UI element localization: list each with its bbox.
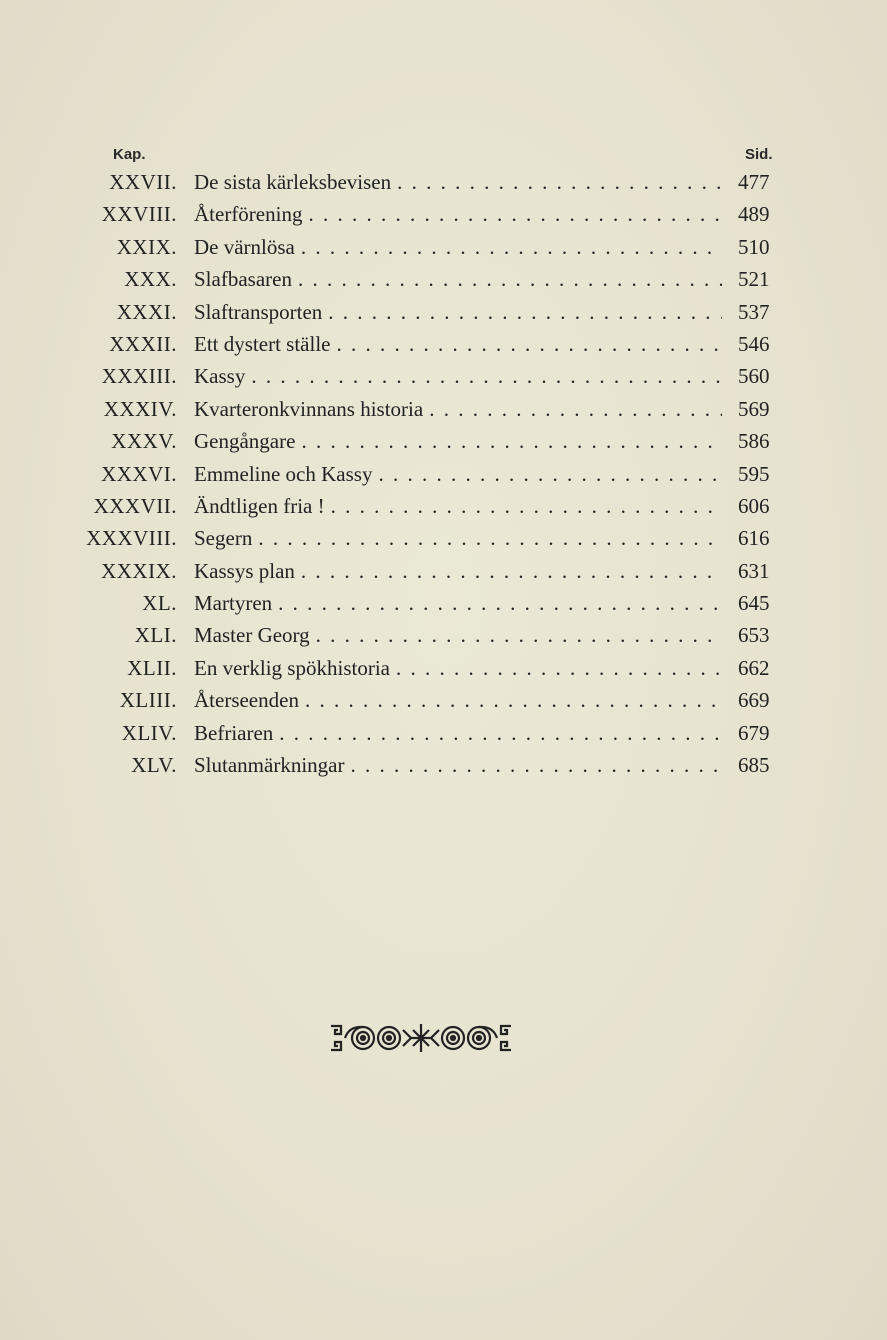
toc-entry [0,587,887,619]
chapter-number: XLV. [131,753,177,778]
chapter-number: XLII. [127,655,177,680]
page-number: 631 [738,558,770,583]
chapter-title-leader [194,490,722,522]
page-number: 477 [738,170,770,194]
table-of-contents [0,166,887,781]
chapter-column-header: Kap. [113,146,146,163]
chapter-title-leader [194,587,722,619]
chapter-title: Ändtligen fria ! [194,493,325,518]
toc-entry [0,360,887,392]
chapter-number: XL. [142,591,177,616]
toc-entry [0,522,887,554]
toc-entry [0,393,887,425]
toc-entry [0,749,887,781]
page-number: 489 [738,202,770,227]
chapter-title-leader [194,166,722,198]
chapter-number: XLIV. [121,720,177,745]
page-number: 679 [738,720,770,745]
chapter-title-leader [194,458,722,490]
chapter-title-leader [194,652,722,684]
chapter-number: XXXII. [109,331,177,356]
toc-entry [0,166,887,198]
chapter-title: En verklig spökhistoria [194,655,390,680]
page-number: 669 [738,688,770,713]
chapter-title-leader [194,393,722,425]
chapter-title-leader [194,749,722,781]
chapter-title: De sista kärleksbevisen [194,170,392,194]
chapter-title: Återseenden [194,688,299,713]
toc-entry [0,296,887,328]
chapter-number: XXXVI. [101,461,177,486]
toc-entry [0,684,887,716]
chapter-title-leader [194,684,722,716]
chapter-title: Slafbasaren [194,267,292,292]
toc-entry [0,717,887,749]
chapter-number: XXXVII. [93,493,177,518]
page-number: 645 [738,591,770,616]
chapter-title: Befriaren [194,720,274,745]
chapter-title: Martyren [194,591,273,616]
chapter-number: XXXIV. [103,396,177,421]
chapter-title: Kvarteronkvinnans historia [194,396,424,421]
chapter-number: XXXIX. [101,558,177,583]
chapter-number: XXVII. [109,170,177,194]
chapter-number: XLI. [134,623,177,648]
chapter-number: XXX. [124,267,177,292]
chapter-title: Gengångare [194,429,296,454]
page-number: 606 [738,493,770,518]
toc-entry [0,458,887,490]
toc-entry [0,425,887,457]
page-number: 586 [738,429,770,454]
page-number: 595 [738,461,770,486]
page-number: 685 [738,753,770,778]
chapter-title-leader [194,198,722,230]
toc-entry [0,198,887,230]
chapter-title: Slutanmärkningar [194,753,345,778]
chapter-title-leader [194,717,722,749]
chapter-title-leader [194,263,722,295]
page-number: 510 [738,234,770,259]
page-number: 653 [738,623,770,648]
page-number: 616 [738,526,770,551]
toc-entry [0,328,887,360]
chapter-number: XXXVIII. [86,526,177,551]
toc-entry [0,490,887,522]
chapter-title: De värnlösa [194,234,295,259]
scroll-ornament-icon [327,1020,515,1056]
chapter-number: XXXV. [111,429,177,454]
page-number: 560 [738,364,770,389]
chapter-number: XXXI. [116,299,177,324]
chapter-title-leader [194,522,722,554]
chapter-number: XXXIII. [101,364,177,389]
toc-entry [0,652,887,684]
page-column-header: Sid. [745,146,773,163]
page-number: 546 [738,331,770,356]
chapter-title-leader [194,328,722,360]
chapter-title-leader [194,231,722,263]
chapter-title-leader [194,619,722,651]
page-number: 569 [738,396,770,421]
chapter-title: Slaftransporten [194,299,323,324]
toc-entry [0,231,887,263]
chapter-title: Segern [194,526,253,551]
page-number: 662 [738,655,770,680]
chapter-title-leader [194,555,722,587]
page-number: 521 [738,267,770,292]
toc-entry [0,619,887,651]
toc-entry [0,263,887,295]
page-number: 537 [738,299,770,324]
chapter-title-leader [194,360,722,392]
chapter-number: XXVIII. [101,202,177,227]
chapter-title: Emmeline och Kassy [194,461,373,486]
chapter-title: Återförening [194,202,303,227]
chapter-title: Kassys plan [194,558,295,583]
chapter-title: Kassy [194,364,246,389]
chapter-number: XLIII. [119,688,177,713]
chapter-title: Master Georg [194,623,310,648]
chapter-title-leader [194,296,722,328]
toc-entry [0,555,887,587]
chapter-number: XXIX. [116,234,177,259]
chapter-title: Ett dystert ställe [194,331,331,356]
chapter-title-leader [194,425,722,457]
